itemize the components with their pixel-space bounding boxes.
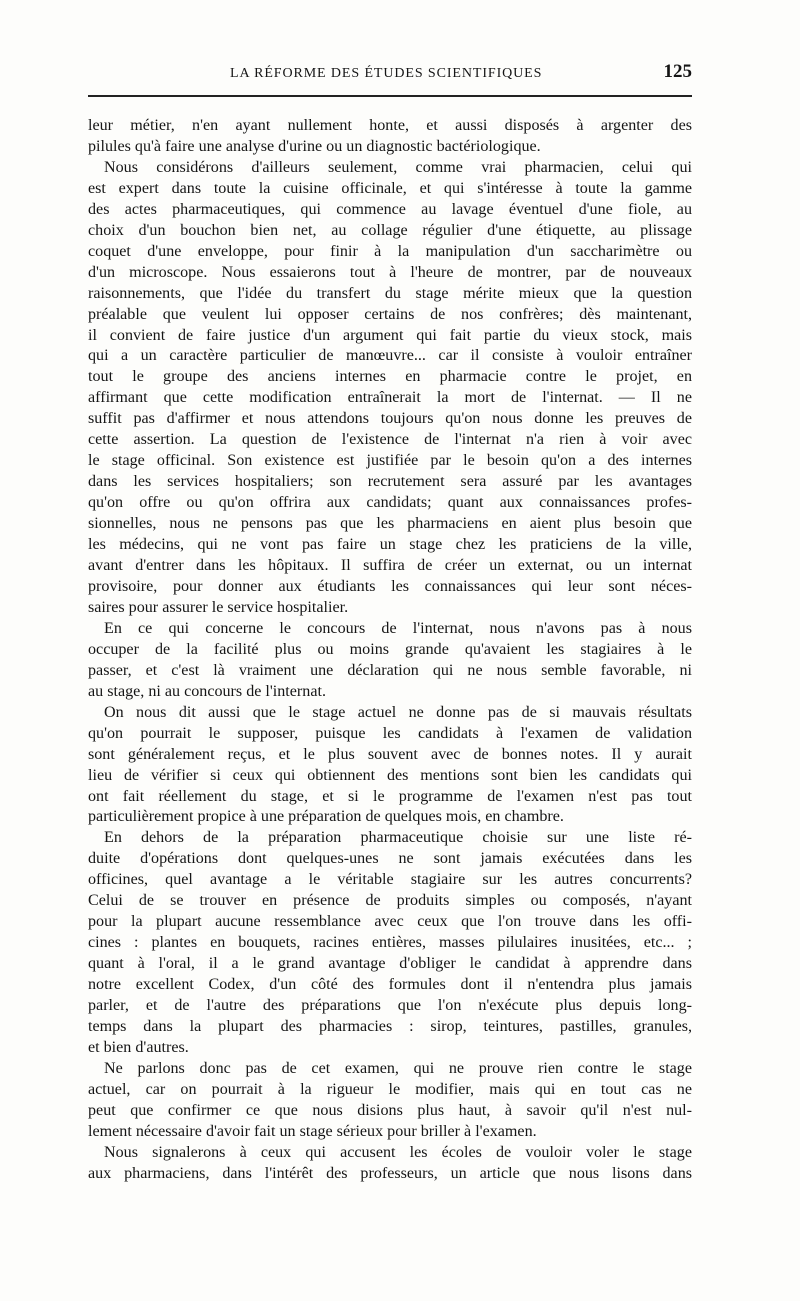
text-line: duite d'opérations dont quelques-unes ne sont jamais exécutées dans les <box>88 850 692 868</box>
text-line: saires pour assurer le service hospitalier. <box>88 598 349 616</box>
running-title: LA RÉFORME DES ÉTUDES SCIENTIFIQUES <box>230 66 543 81</box>
text-line: raisonnements, que l'idée du transfert du stage mérite mieux que la question <box>88 284 692 302</box>
text-line: affirmant que cette modification entraînerait la mort de l'internat. — Il ne <box>88 389 692 407</box>
text-line: sionnelles, nous ne pensons pas que les pharmaciens en aient plus besoin que <box>88 515 692 533</box>
text-line: le stage officinal. Son existence est justifiée par le besoin qu'on a des internes <box>88 452 692 470</box>
text-line: suffit pas d'affirmer et nous attendons toujours qu'on nous donne les preuves de <box>88 410 692 428</box>
text-line: occuper de la facilité plus ou moins grande qu'avaient les stagiaires à le <box>88 640 692 658</box>
text-line: pilules qu'à faire une analyse d'urine ou un diagnostic bactériologique. <box>88 137 541 155</box>
text-line: Nous signalerons à ceux qui accusent les écoles de vouloir voler le stage <box>104 1143 692 1161</box>
text-line: passer, et c'est là vraiment une déclaration qui ne nous semble favorable, ni <box>88 661 692 679</box>
text-line: parler, et de l'autre des préparations que l'on n'exécute plus depuis long- <box>88 997 692 1015</box>
text-line: dans les services hospitaliers; son recrutement sera assuré par les avantages <box>88 473 692 491</box>
text-line: choix d'un bouchon bien net, au collage régulier d'une étiquette, au plissage <box>88 221 692 239</box>
text-line: au stage, ni au concours de l'internat. <box>88 682 326 700</box>
text-line: des actes pharmaceutiques, qui commence au lavage éventuel d'une fiole, au <box>88 200 692 218</box>
text-line: cines : plantes en bouquets, racines entières, masses pilulaires inusitées, etc... ; <box>88 934 692 952</box>
body-text <box>88 116 692 1185</box>
page-number: 125 <box>663 61 692 82</box>
text-line: qu'on offre ou qu'on offrira aux candidats; quant aux connaissances profes- <box>88 494 692 512</box>
text-line: notre excellent Codex, d'un côté des formules dont il n'entendra plus jamais <box>88 976 692 994</box>
text-line: On nous dit aussi que le stage actuel ne donne pas de si mauvais résultats <box>104 703 692 721</box>
text-line: et bien d'autres. <box>88 1038 189 1056</box>
text-line: est expert dans toute la cuisine officinale, et qui s'intéresse à toute la gamme <box>88 179 692 197</box>
text-line: avant d'entrer dans les hôpitaux. Il suffira de créer un externat, ou un internat <box>88 557 692 575</box>
text-line: temps dans la plupart des pharmacies : sirop, teintures, pastilles, granules, <box>88 1017 692 1035</box>
text-line: cette assertion. La question de l'existence de l'internat n'a rien à voir avec <box>88 431 692 449</box>
text-line: quant à l'oral, il a le grand avantage d'obliger le candidat à apprendre dans <box>88 955 692 973</box>
text-line: pour la plupart aucune ressemblance avec ceux que l'on trouve dans les offi- <box>88 913 692 931</box>
text-line: coquet d'une enveloppe, pour finir à la manipulation d'un saccharimètre ou <box>88 242 692 260</box>
text-line: Ne parlons donc pas de cet examen, qui ne prouve rien contre le stage <box>104 1059 692 1077</box>
text-line: préalable que veulent lui opposer certains de nos confrères; dès maintenant, <box>88 305 692 323</box>
text-line: ont fait réellement du stage, et si le programme de l'examen n'est pas tout <box>88 787 692 805</box>
text-line: Celui de se trouver en présence de produits simples ou composés, n'ayant <box>88 892 692 910</box>
text-line: qu'on pourrait le supposer, puisque les candidats à l'examen de validation <box>88 724 692 742</box>
text-line: En dehors de la préparation pharmaceutique choisie sur une liste ré- <box>104 829 692 847</box>
header-rule <box>88 95 692 97</box>
text-line: peut que confirmer ce que nous disions plus haut, à savoir qu'il n'est nul- <box>88 1101 692 1119</box>
text-line: lieu de vérifier si ceux qui obtiennent des mentions sont bien les candidats qui <box>88 766 692 784</box>
text-line: d'un microscope. Nous essaierons tout à l'heure de montrer, par de nouveaux <box>88 263 692 281</box>
page-header <box>88 62 692 88</box>
text-line: particulièrement propice à une préparation de quelques mois, en chambre. <box>88 808 564 826</box>
text-line: Nous considérons d'ailleurs seulement, comme vrai pharmacien, celui qui <box>104 158 692 176</box>
text-line: il convient de faire justice d'un argument qui fait partie du vieux stock, mais <box>88 326 692 344</box>
text-line: aux pharmaciens, dans l'intérêt des professeurs, un article que nous lisons dans <box>88 1164 692 1182</box>
text-line: leur métier, n'en ayant nullement honte, et aussi disposés à argenter des <box>88 117 692 134</box>
text-line: sont généralement reçus, et le plus souvent avec de bonnes notes. Il y aurait <box>88 745 692 763</box>
text-line: les médecins, qui ne vont pas faire un stage chez les praticiens de la ville, <box>88 536 692 554</box>
text-line: provisoire, pour donner aux étudiants les connaissances qui leur sont néces- <box>88 577 692 595</box>
text-line: officines, quel avantage a le véritable stagiaire sur les autres concurrents? <box>88 871 692 889</box>
text-line: actuel, car on pourrait à la rigueur le modifier, mais qui en tout cas ne <box>88 1080 692 1098</box>
text-line: qui a un caractère particulier de manœuvre... car il consiste à vouloir entraîner <box>88 347 692 365</box>
text-line: tout le groupe des anciens internes en pharmacie contre le projet, en <box>88 368 692 386</box>
text-line: lement nécessaire d'avoir fait un stage sérieux pour briller à l'examen. <box>88 1122 537 1140</box>
text-line: En ce qui concerne le concours de l'internat, nous n'avons pas à nous <box>104 619 692 637</box>
